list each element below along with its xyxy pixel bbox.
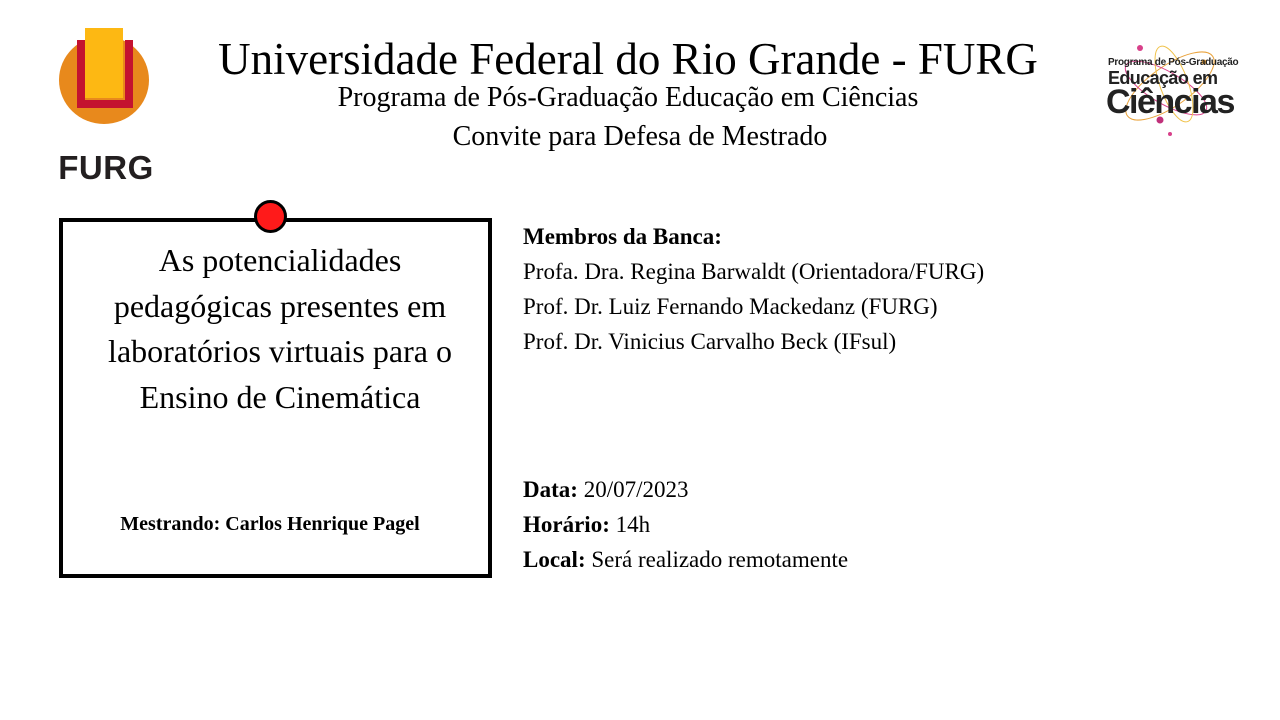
time-label: Horário: — [523, 512, 610, 537]
date-label: Data: — [523, 477, 578, 502]
committee-member: Profa. Dra. Regina Barwaldt (Orientadora/FURG) — [523, 259, 985, 284]
time-value: 14h — [615, 512, 651, 537]
date-value: 20/07/2023 — [583, 477, 689, 502]
committee-member: Prof. Dr. Luiz Fernando Mackedanz (FURG) — [523, 294, 938, 319]
ppg-logo-program: Programa de Pós-Graduação — [1108, 57, 1239, 68]
university-title: Universidade Federal do Rio Grande - FURG — [218, 34, 1038, 84]
committee-heading: Membros da Banca: — [523, 224, 722, 249]
place-value: Será realizado remotamente — [591, 547, 849, 572]
furg-logo-text: FURG — [58, 149, 154, 186]
thesis-title: As potencialidades pedagógicas presentes em laboratórios virtuais para o Ensino de Cinemática — [108, 242, 452, 415]
header — [0, 0, 1280, 186]
student-name: Mestrando: Carlos Henrique Pagel — [120, 513, 420, 535]
place-line — [523, 542, 848, 577]
date-line — [523, 472, 848, 507]
committee-section — [523, 219, 984, 359]
event-details — [523, 472, 848, 577]
place-label: Local: — [523, 547, 586, 572]
ppg-logo-sciences: Ciências — [1106, 83, 1234, 121]
pin-icon — [254, 200, 287, 233]
invite-title: Convite para Defesa de Mestrado — [452, 121, 828, 152]
program-subtitle: Programa de Pós-Graduação Educação em Ciências — [337, 82, 919, 113]
time-line — [523, 507, 848, 542]
committee-member: Prof. Dr. Vinicius Carvalho Beck (IFsul) — [523, 329, 897, 354]
ppg-logo — [1104, 38, 1239, 140]
ppg-logo-education: Educação em — [1108, 68, 1218, 88]
